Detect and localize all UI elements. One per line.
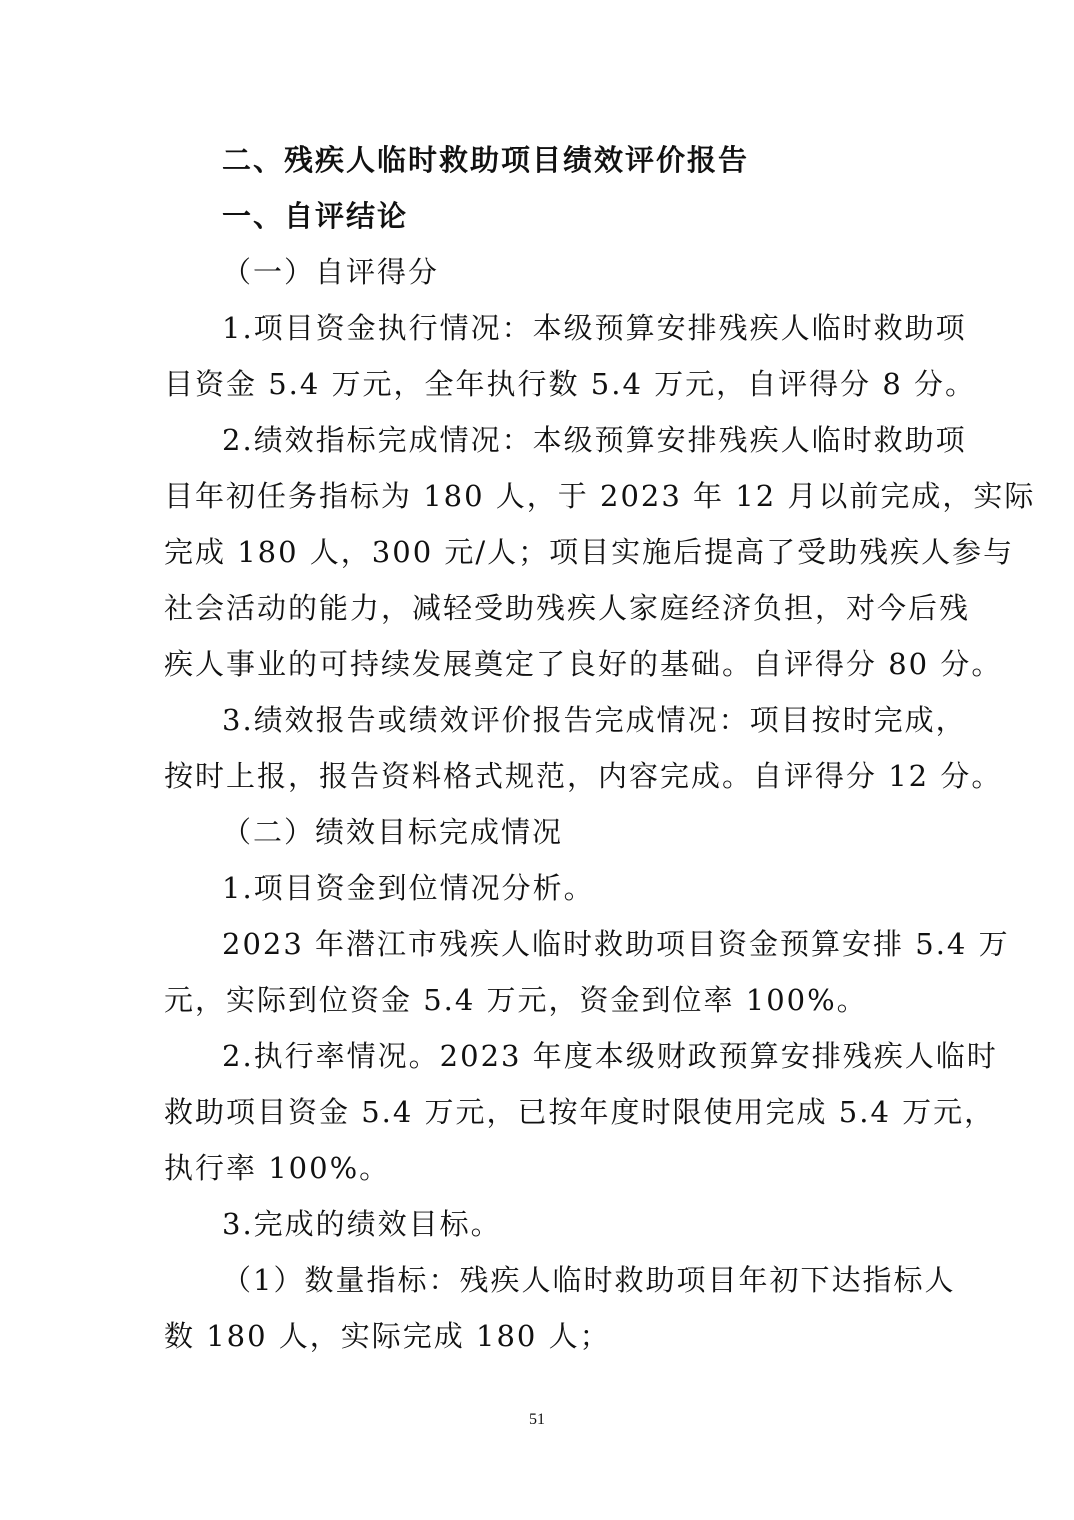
paragraph-line: 目年初任务指标为 180 人，于 2023 年 12 月以前完成，实际 xyxy=(164,479,1036,513)
section-title: 二、残疾人临时救助项目绩效评价报告 xyxy=(222,143,750,177)
paragraph-line: 2.绩效指标完成情况：本级预算安排残疾人临时救助项 xyxy=(222,423,967,457)
paragraph-line: 3.完成的绩效目标。 xyxy=(222,1207,502,1241)
sub-heading-targets: （二）绩效目标完成情况 xyxy=(222,815,564,849)
paragraph-line: 按时上报，报告资料格式规范，内容完成。自评得分 12 分。 xyxy=(164,759,1003,793)
page-number: 51 xyxy=(529,1411,545,1428)
paragraph-line: 疾人事业的可持续发展奠定了良好的基础。自评得分 80 分。 xyxy=(164,647,1003,681)
paragraph-line: 1.项目资金执行情况：本级预算安排残疾人临时救助项 xyxy=(222,311,967,345)
sub-heading-self-score: （一）自评得分 xyxy=(222,255,440,289)
paragraph-line: 目资金 5.4 万元，全年执行数 5.4 万元，自评得分 8 分。 xyxy=(164,367,977,401)
paragraph-line: 数 180 人，实际完成 180 人； xyxy=(164,1319,611,1353)
paragraph-line: （1）数量指标：残疾人临时救助项目年初下达指标人 xyxy=(222,1263,956,1297)
paragraph-line: 执行率 100%。 xyxy=(164,1151,391,1185)
paragraph-line: 社会活动的能力，减轻受助残疾人家庭经济负担，对今后残 xyxy=(164,591,971,625)
paragraph-line: 2023 年潜江市残疾人临时救助项目资金预算安排 5.4 万 xyxy=(222,927,1010,961)
paragraph-line: 元，实际到位资金 5.4 万元，资金到位率 100%。 xyxy=(164,983,868,1017)
subsection-heading: 一、自评结论 xyxy=(222,199,409,233)
paragraph-line: 完成 180 人，300 元/人；项目实施后提高了受助残疾人参与 xyxy=(164,535,1015,569)
paragraph-line: 1.项目资金到位情况分析。 xyxy=(222,871,595,905)
paragraph-line: 3.绩效报告或绩效评价报告完成情况：项目按时完成， xyxy=(222,703,967,737)
paragraph-line: 救助项目资金 5.4 万元，已按年度时限使用完成 5.4 万元， xyxy=(164,1095,996,1129)
paragraph-line: 2.执行率情况。2023 年度本级财政预算安排残疾人临时 xyxy=(222,1039,998,1073)
